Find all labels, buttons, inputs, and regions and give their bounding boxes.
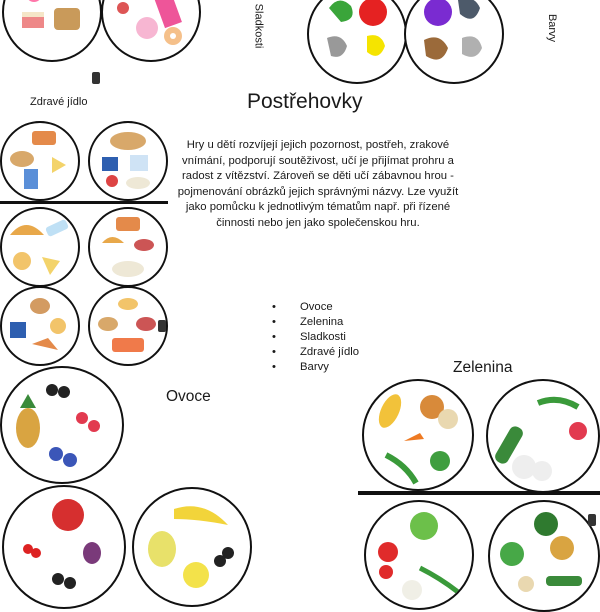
vegetables-card [488,500,600,612]
topic-item: • Zelenina [300,315,420,330]
colors-card [404,0,504,84]
divider-bar [0,201,168,204]
healthy-food-card [0,286,80,366]
colors-illustration [309,0,405,82]
intro-paragraph: Hry u dětí rozvíjejí jejich pozornost, postřeh, zrakové vnímání, podporují soutěživost, učí je přijímat prohru a radost z vítězství. Zároveň se děti učí zábavnou hrou - pojmenování obrázků jejich správnými názvy. Lze využít jako pomůcku k jednotlivým tématům např. při řízené činnosti nebo jen jako společenskou hru. [177,139,459,229]
vegetables-illustration [364,381,472,489]
fruit-illustration [134,489,250,605]
page-title: Postřehovky [247,90,363,113]
topic-item: • Sladkosti [300,330,420,345]
topic-item: • Barvy [300,360,420,375]
section-label-fruit: Ovoce [166,388,211,405]
healthy-food-card [88,286,168,366]
topic-item: • Zdravé jídlo [300,345,420,360]
healthy-food-illustration [90,123,166,199]
vegetables-card [486,379,600,493]
healthy-food-card [88,121,168,201]
healthy-food-illustration [2,288,78,364]
vegetables-card [364,500,474,610]
healthy-food-card [0,207,80,287]
sweets-card [2,0,102,62]
scroll-handle[interactable] [92,72,100,84]
healthy-food-illustration [2,123,78,199]
vegetables-illustration [490,502,598,610]
sweets-card [101,0,201,62]
colors-card [307,0,407,84]
healthy-food-card [0,121,80,201]
section-label-vegetables: Zelenina [453,359,513,376]
fruit-illustration [2,368,122,482]
healthy-food-illustration [90,288,166,364]
divider-bar [358,491,600,495]
fruit-card [2,485,126,609]
section-label-healthy-food: Zdravé jídlo [30,96,88,108]
fruit-illustration [4,487,124,607]
sweets-illustration [4,0,100,60]
colors-illustration [406,0,502,82]
vegetables-illustration [488,381,598,491]
topic-list [300,300,420,375]
fruit-card [132,487,252,607]
section-label-colors: Barvy [546,13,559,43]
sweets-illustration [103,0,199,60]
healthy-food-card [88,207,168,287]
healthy-food-illustration [90,209,166,285]
vegetables-card [362,379,474,491]
healthy-food-illustration [2,209,78,285]
section-label-sweets: Sladkosti [252,3,265,49]
scroll-handle[interactable] [588,514,596,526]
topic-item: • Ovoce [300,300,420,315]
fruit-card [0,366,124,484]
vegetables-illustration [366,502,472,608]
scroll-handle[interactable] [158,320,166,332]
